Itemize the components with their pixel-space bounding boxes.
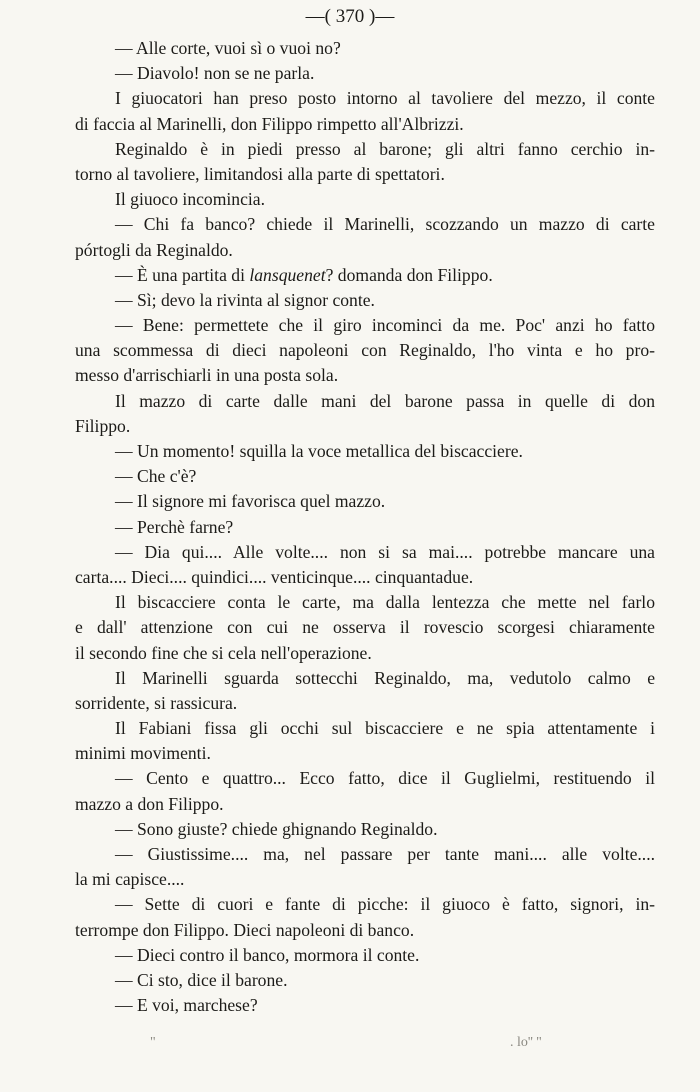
text-line: — Il signore mi favorisca quel mazzo. [115, 491, 386, 512]
text-line: — È una partita di lansquenet? domanda don Filippo. [115, 264, 493, 285]
text-line: — Sono giuste? chiede ghignando Reginaldo. [115, 818, 438, 839]
text-line: di faccia al Marinelli, don Filippo rimpetto all'Albrizzi. [75, 113, 464, 134]
text-line: Il biscacciere conta le carte, ma dalla lentezza che mette nel farlo [115, 592, 655, 613]
text-line: — Che c'è? [115, 466, 197, 487]
text-line: — Diavolo! non se ne parla. [115, 63, 315, 84]
text-line: — E voi, marchese? [115, 995, 258, 1016]
text-line: — Un momento! squilla la voce metallica del biscacciere. [115, 441, 523, 461]
text-line: Il mazzo di carte dalle mani del barone passa in quelle di don [115, 390, 655, 411]
text-line: — Dieci contro il banco, mormora il conte. [115, 944, 420, 965]
text-line: torno al tavoliere, limitandosi alla parte di spettatori. [75, 163, 445, 184]
footer-mark-right: . lo'' '' [510, 1035, 542, 1050]
text-line: — Chi fa banco? chiede il Marinelli, scozzando un mazzo di carte [115, 214, 655, 235]
text-line: sorridente, si rassicura. [75, 692, 238, 713]
text-line: terrompe don Filippo. Dieci napoleoni di banco. [75, 919, 415, 940]
footer-mark-left: " [150, 1035, 156, 1050]
text-line: Il giuoco incomincia. [115, 189, 265, 210]
body-text [75, 36, 655, 1018]
text-line: carta.... Dieci.... quindici.... venticinque.... cinquantadue. [75, 566, 474, 587]
text-line: I giuocatori han preso posto intorno al tavoliere del mezzo, il conte [115, 88, 655, 109]
text-line: — Sette di cuori e fante di picche: il giuoco è fatto, signori, in- [115, 894, 655, 915]
text-line: la mi capisce.... [75, 869, 185, 890]
text-line: mazzo a don Filippo. [75, 793, 224, 814]
text-line: messo d'arrischiarli in una posta sola. [75, 365, 339, 386]
text-line: — Giustissime.... ma, nel passare per tante mani.... alle volte.... [115, 844, 655, 864]
text-line: — Ci sto, dice il barone. [115, 969, 288, 990]
text-line: pórtogli da Reginaldo. [75, 239, 233, 260]
text-line: minimi movimenti. [75, 743, 211, 764]
text-line: Il Fabiani fissa gli occhi sul biscacciere e ne spia attentamente i [115, 718, 655, 739]
text-line: — Bene: permettete che il giro incominci da me. Poc' anzi ho fatto [115, 315, 655, 336]
text-line: Il Marinelli sguarda sottecchi Reginaldo, ma, vedutolo calmo e [115, 667, 655, 688]
page-number: —( 370 )— [305, 6, 395, 27]
text-line: e dall' attenzione con cui ne osserva il rovescio scorgesi chiaramente [75, 617, 655, 638]
text-line: — Cento e quattro... Ecco fatto, dice il Guglielmi, restituendo il [115, 768, 655, 789]
text-line: — Perchè farne? [115, 516, 234, 537]
text-line: il secondo fine che si cela nell'operazione. [75, 642, 372, 663]
text-line: — Dia qui.... Alle volte.... non si sa mai.... potrebbe mancare una [115, 541, 655, 562]
text-line: — Alle corte, vuoi sì o vuoi no? [115, 38, 341, 58]
text-line: Reginaldo è in piedi presso al barone; gli altri fanno cerchio in- [115, 138, 655, 159]
emphasized-word: lansquenet [249, 264, 326, 285]
text-line: Filippo. [75, 415, 131, 436]
text-line: una scommessa di dieci napoleoni con Reginaldo, l'ho vinta e ho pro- [75, 340, 655, 361]
text-line: — Sì; devo la rivinta al signor conte. [115, 289, 375, 310]
